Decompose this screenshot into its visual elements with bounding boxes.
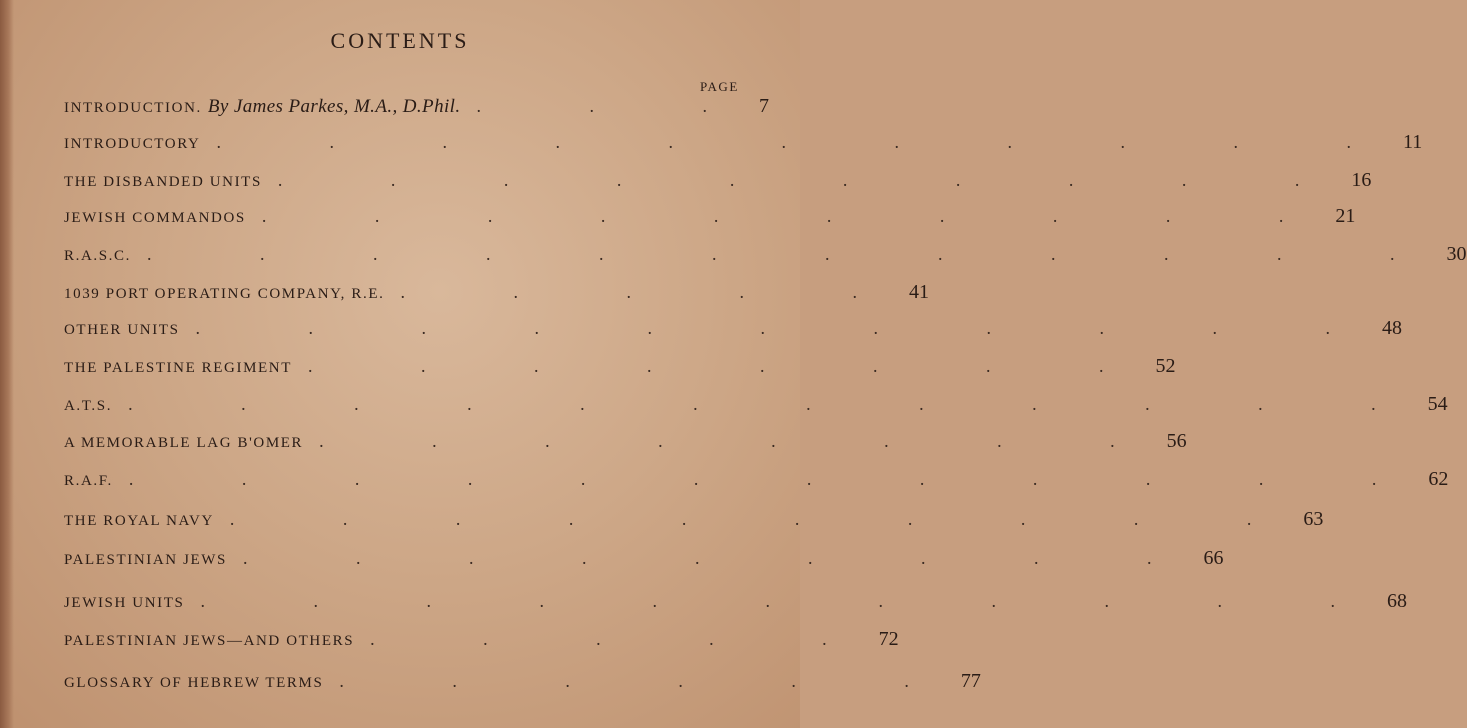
page-edge [0, 0, 14, 728]
dot-leader: . . . . . . . . . . . . [128, 394, 1428, 414]
toc-entry-page: 62 [1428, 468, 1449, 490]
toc-entry-title: PALESTINIAN JEWS [64, 552, 227, 568]
toc-entry-page: 66 [1203, 547, 1224, 569]
toc-entry [64, 243, 1467, 271]
toc-entry [64, 169, 1372, 197]
toc-entry-title: 1039 PORT OPERATING COMPANY, R.E. [64, 286, 385, 302]
toc-entry-title: JEWISH COMMANDOS [64, 210, 246, 226]
toc-entry [64, 205, 1356, 233]
dot-leader: . . . . . . . . . . . . [128, 469, 1429, 489]
dot-leader: . . . . . . . . . . [229, 509, 1304, 529]
toc-entry-title: OTHER UNITS [64, 322, 180, 338]
page-column-heading: PAGE [700, 79, 739, 94]
toc-entry [64, 355, 1176, 383]
toc-entry-title: GLOSSARY OF HEBREW TERMS [64, 675, 324, 691]
toc-entry-page: 72 [878, 628, 899, 650]
dot-leader: . . . . . . . . . . . [216, 132, 1403, 152]
toc-entry-page: 52 [1155, 355, 1176, 377]
toc-entry-page: 7 [758, 95, 769, 117]
toc-entry [64, 317, 1403, 345]
dot-leader: . . . . . . . . . . . [195, 318, 1383, 338]
toc-entry-title: THE PALESTINE REGIMENT [64, 360, 292, 376]
toc-entry-title: JEWISH UNITS [64, 595, 185, 611]
contents-title: CONTENTS [330, 28, 470, 53]
toc-entry-title: PALESTINIAN JEWS—AND OTHERS [64, 633, 355, 649]
toc-entry-title: INTRODUCTION. [64, 100, 202, 116]
dot-leader: . . . . . . . . . . . [200, 591, 1387, 611]
toc-entry-page: 30 [1446, 243, 1467, 265]
toc-entry-title: A.T.S. [64, 398, 113, 414]
toc-entry [64, 670, 981, 698]
toc-entry [64, 628, 899, 656]
toc-entry-byline: By James Parkes, M.A., D.Phil. [207, 96, 461, 117]
toc-entry-page: 77 [960, 670, 981, 692]
toc-entry-page: 11 [1402, 131, 1423, 153]
toc-entry [64, 393, 1448, 421]
toc-entry [64, 95, 769, 123]
toc-entry-title: A MEMORABLE LAG B'OMER [64, 435, 304, 451]
toc-entry-page: 54 [1427, 393, 1448, 415]
toc-entry [64, 468, 1449, 496]
dot-leader: . . . [476, 96, 759, 116]
dot-leader: . . . . . . . . . . [277, 170, 1352, 190]
dot-leader: . . . . . . [339, 671, 961, 691]
dot-leader: . . . . . [400, 282, 909, 302]
dot-leader: . . . . . [370, 629, 879, 649]
toc-entry-page: 16 [1351, 169, 1372, 191]
toc-entry-page: 21 [1335, 205, 1356, 227]
toc-entry-title: THE DISBANDED UNITS [64, 174, 262, 190]
dot-leader: . . . . . . . . [319, 431, 1167, 451]
toc-entry-title: R.A.S.C. [64, 248, 131, 264]
dot-leader: . . . . . . . . . [242, 548, 1204, 568]
dot-leader: . . . . . . . . [307, 356, 1156, 376]
toc-entry [64, 430, 1187, 458]
toc-entry-page: 56 [1166, 430, 1187, 452]
dot-leader: . . . . . . . . . . . . [147, 244, 1447, 264]
toc-entry-page: 41 [908, 281, 929, 303]
toc-entry [64, 131, 1423, 159]
toc-entry-title: THE ROYAL NAVY [64, 513, 214, 529]
toc-entry-page: 68 [1386, 590, 1407, 612]
dot-leader: . . . . . . . . . . [261, 206, 1336, 226]
toc-entry [64, 508, 1324, 536]
toc-entry [64, 547, 1224, 575]
toc-entry [64, 281, 929, 309]
toc-entry-page: 63 [1303, 508, 1324, 530]
toc-entry-title: R.A.F. [64, 473, 113, 489]
toc-entry-page: 48 [1382, 317, 1403, 339]
toc-entry [64, 590, 1407, 618]
toc-entry-title: INTRODUCTORY [64, 136, 201, 152]
